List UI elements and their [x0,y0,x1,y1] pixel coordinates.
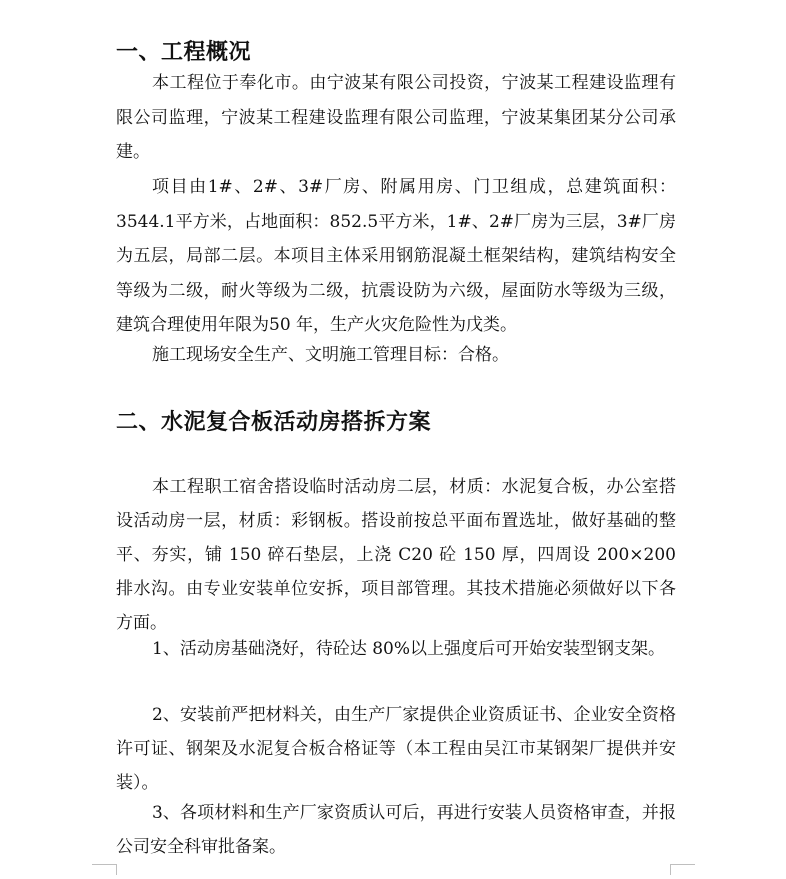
list-item-personnel-review: 3、各项材料和生产厂家资质认可后，再进行安装人员资格审查，并报公司安全科审批备案。 [116,803,676,857]
page-corner-mark-left [92,864,117,875]
paragraph-project-scope: 项目由1#、2#、3#厂房、附属用房、门卫组成，总建筑面积：3544.1平方米，占地面积：852.5平方米，1#、2#厂房为三层，3#厂房为五层，局部二层。本项目主体采用钢筋混凝土框架结构，建筑结构安全等级为二级，耐火等级为二级，抗震设防为六级，屋面防水等级为三级，建筑合理使用年限为50 年，生产火灾危险性为戊类。 [116,177,676,336]
section-heading-cement-board-plan: 二、水泥复合板活动房搭拆方案 [116,409,432,435]
paragraph-safety-target: 施工现场安全生产、文明施工管理目标：合格。 [152,345,509,365]
section-heading-overview: 一、工程概况 [116,39,252,65]
list-item-material-check: 2、安装前严把材料关，由生产厂家提供企业资质证书、企业安全资格许可证、钢架及水泥复合板合格证等（本工程由吴江市某钢架厂提供并安装）。 [116,705,676,793]
list-item-foundation: 1、活动房基础浇好，待砼达 80%以上强度后可开始安装型钢支架。 [152,639,666,659]
page-corner-mark-right [670,864,695,875]
paragraph-location: 本工程位于奉化市。由宁波某有限公司投资，宁波某工程建设监理有限公司监理，宁波某工程建设监理有限公司监理，宁波某集团某分公司承建。 [116,73,676,163]
paragraph-temporary-housing: 本工程职工宿舍搭设临时活动房二层，材质：水泥复合板，办公室搭设活动房一层，材质：彩钢板。搭设前按总平面布置选址，做好基础的整平、夯实，铺 150 碎石垫层，上浇 C20 砼 150 厚，四周设 200×200 排水沟。由专业安装单位安拆，项目部管理。其技术措施必须做好以下各方面。 [116,477,676,633]
